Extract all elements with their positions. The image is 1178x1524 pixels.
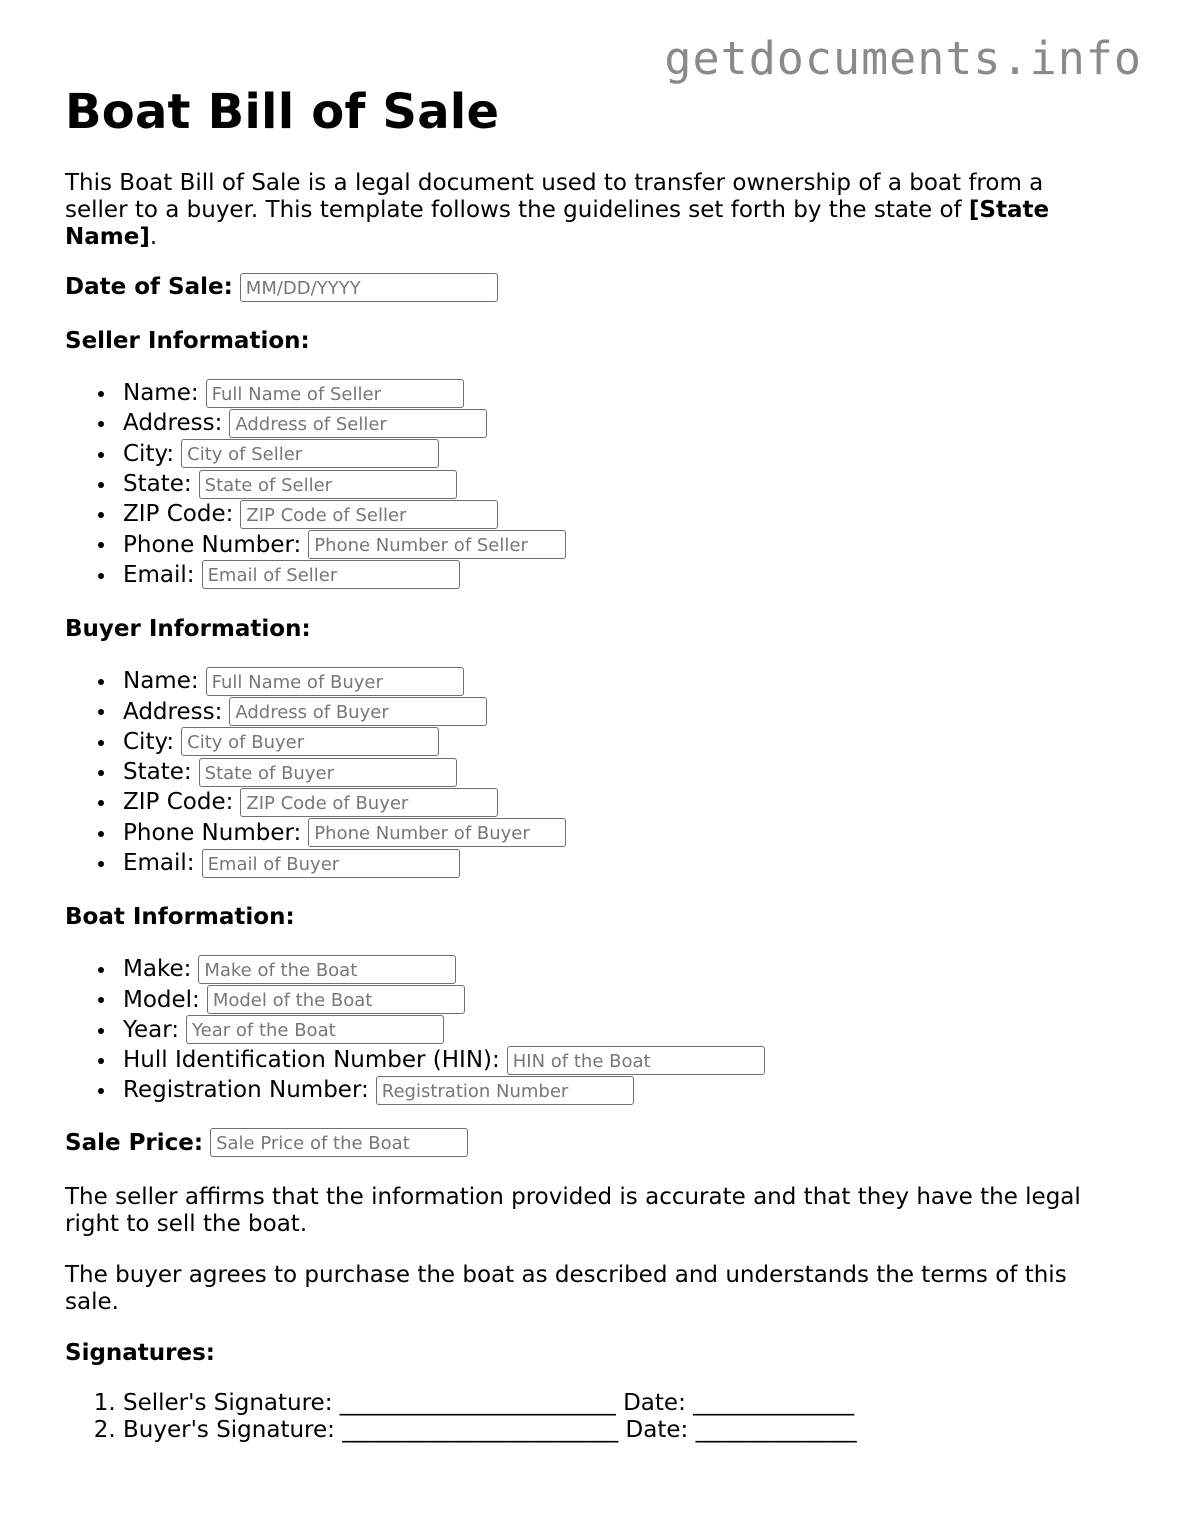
seller-address-label: Address:: [123, 410, 223, 437]
buyer-date-line: ______________: [695, 1416, 857, 1443]
boat-make-input[interactable]: [198, 955, 456, 984]
seller-affirmation: The seller affirms that the information provided is accurate and that they have the legal right to sell the boat.: [65, 1183, 1081, 1237]
buyer-zip-item: [123, 787, 1125, 817]
buyer-city-label: City:: [123, 728, 175, 755]
buyer-state-item: [123, 757, 1125, 787]
buyer-heading: Buyer Information:: [65, 616, 311, 643]
buyer-email-item: [123, 848, 1125, 878]
boat-make-label: Make:: [123, 956, 192, 983]
intro-end: .: [149, 224, 158, 250]
buyer-state-input[interactable]: [199, 758, 457, 787]
seller-state-label: State:: [123, 471, 192, 498]
seller-email-label: Email:: [123, 561, 195, 588]
boat-registration-item: [123, 1075, 1125, 1105]
seller-heading: Seller Information:: [65, 328, 310, 354]
state-name: [State Name]: [65, 197, 1050, 250]
buyer-phone-label: Phone Number:: [123, 819, 302, 846]
buyer-email-input[interactable]: [202, 849, 460, 878]
date-of-sale-input[interactable]: [240, 273, 498, 302]
intro-text: This Boat Bill of Sale is a legal document used to transfer ownership of a boat from a seller to a buyer. This template follows the guidelines set forth by the state of: [65, 170, 1044, 223]
buyer-zip-input[interactable]: [240, 788, 498, 817]
buyer-city-input[interactable]: [181, 727, 439, 756]
buyer-address-input[interactable]: [229, 697, 487, 726]
seller-email-item: [123, 560, 1125, 590]
seller-signature-line: ________________________: [339, 1389, 616, 1416]
buyer-phone-item: [123, 818, 1125, 848]
buyer-date-label: Date:: [625, 1416, 689, 1443]
seller-address-input[interactable]: [229, 409, 487, 438]
signatures-heading: Signatures:: [65, 1339, 216, 1366]
sale-price-label: Sale Price:: [65, 1129, 204, 1156]
buyer-email-label: Email:: [123, 850, 195, 876]
signatures-list: [65, 1390, 1125, 1444]
date-of-sale-row: [65, 272, 1125, 302]
boat-heading: Boat Information:: [65, 904, 295, 931]
boat-hin-label: Hull Identification Number (HIN):: [123, 1047, 500, 1074]
intro-paragraph: [65, 170, 1085, 251]
seller-zip-item: [123, 499, 1125, 529]
buyer-signature-item: [123, 1417, 1125, 1444]
seller-phone-label: Phone Number:: [123, 531, 302, 558]
buyer-signature-line: ________________________: [342, 1416, 619, 1443]
boat-year-label: Year:: [123, 1016, 180, 1043]
seller-fields: [65, 378, 1125, 590]
buyer-state-label: State:: [123, 759, 192, 786]
seller-city-item: [123, 439, 1125, 469]
buyer-name-item: [123, 666, 1125, 696]
boat-registration-input[interactable]: [376, 1076, 634, 1105]
buyer-city-item: [123, 727, 1125, 757]
boat-model-item: [123, 984, 1125, 1014]
boat-year-item: [123, 1015, 1125, 1045]
buyer-signature-label: Buyer's Signature:: [123, 1416, 335, 1443]
buyer-zip-label: ZIP Code:: [123, 789, 234, 816]
seller-name-label: Name:: [123, 380, 199, 407]
boat-model-label: Model:: [123, 986, 200, 1013]
seller-city-label: City:: [123, 440, 175, 467]
seller-date-label: Date:: [623, 1389, 686, 1416]
boat-hin-item: [123, 1045, 1125, 1075]
buyer-name-label: Name:: [123, 668, 199, 695]
seller-phone-item: [123, 529, 1125, 559]
seller-signature-item: [123, 1390, 1125, 1417]
seller-zip-input[interactable]: [240, 500, 498, 529]
seller-state-item: [123, 469, 1125, 499]
buyer-name-input[interactable]: [206, 667, 464, 696]
seller-date-line: ______________: [693, 1389, 855, 1416]
sale-price-input[interactable]: [210, 1128, 468, 1157]
buyer-phone-input[interactable]: [308, 818, 566, 847]
seller-email-input[interactable]: [202, 560, 460, 589]
page-title: Boat Bill of Sale: [65, 84, 500, 140]
seller-name-item: [123, 378, 1125, 408]
seller-state-input[interactable]: [199, 470, 457, 499]
boat-registration-label: Registration Number:: [123, 1077, 369, 1104]
seller-address-item: [123, 408, 1125, 438]
seller-phone-input[interactable]: [308, 530, 566, 559]
sale-price-row: [65, 1128, 1125, 1158]
seller-name-input[interactable]: [206, 379, 464, 408]
watermark: getdocuments.info: [664, 32, 1142, 85]
document: [65, 84, 1125, 1444]
seller-zip-label: ZIP Code:: [123, 501, 234, 528]
boat-hin-input[interactable]: [507, 1046, 765, 1075]
boat-model-input[interactable]: [207, 985, 465, 1014]
seller-signature-label: Seller's Signature:: [123, 1389, 333, 1416]
boat-fields: [65, 954, 1125, 1105]
buyer-address-item: [123, 696, 1125, 726]
boat-make-item: [123, 954, 1125, 984]
seller-city-input[interactable]: [181, 439, 439, 468]
buyer-address-label: Address:: [123, 698, 223, 725]
date-of-sale-label: Date of Sale:: [65, 274, 233, 300]
buyer-fields: [65, 666, 1125, 878]
boat-year-input[interactable]: [186, 1015, 444, 1044]
buyer-agreement: The buyer agrees to purchase the boat as described and understands the terms of this sale.: [65, 1261, 1067, 1315]
